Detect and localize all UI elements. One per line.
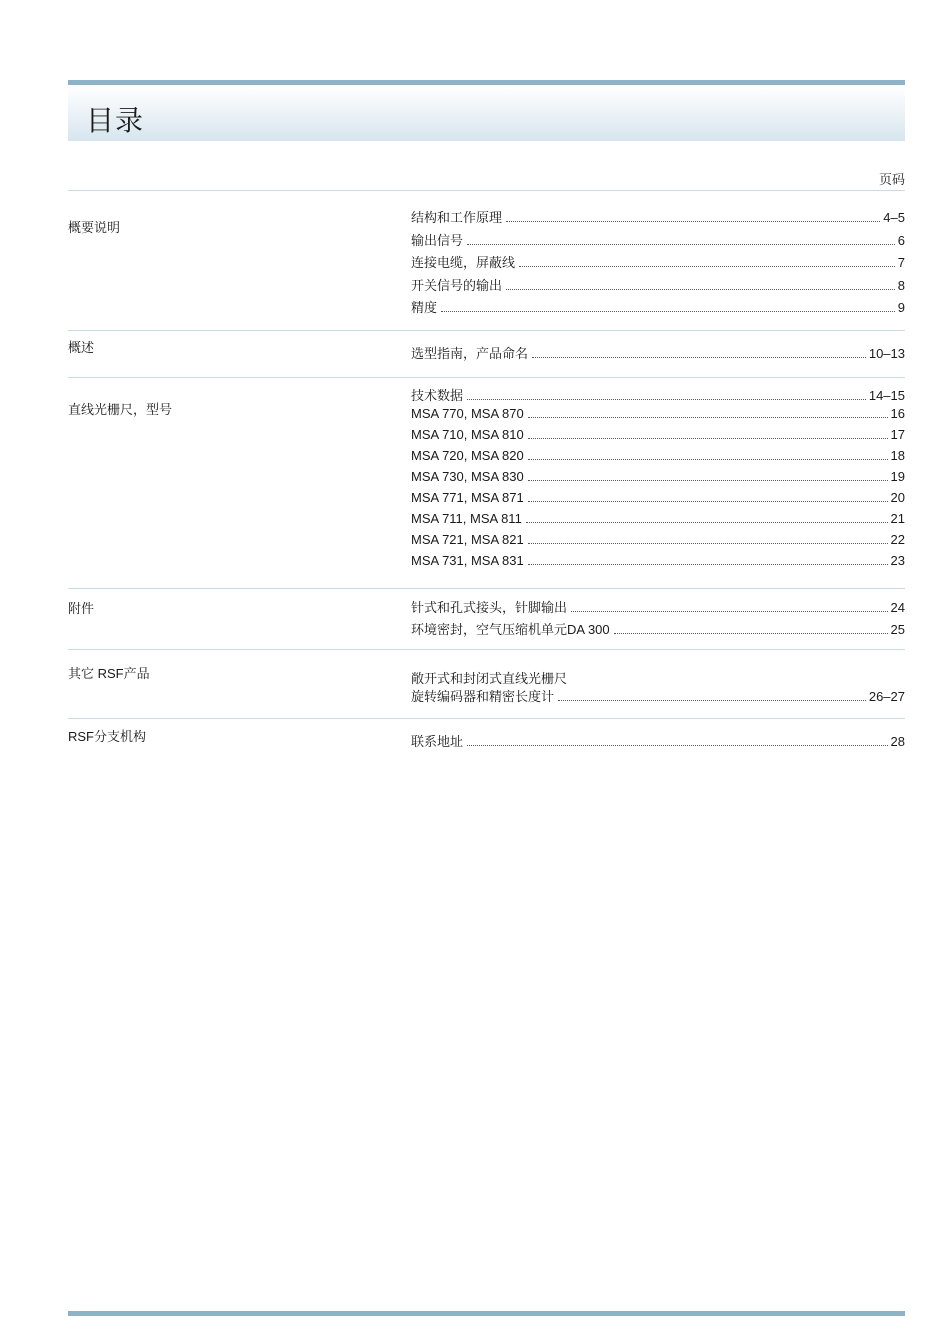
toc-entry-page: 26–27 — [868, 689, 905, 704]
dot-leader — [528, 543, 888, 544]
toc-entry-page: 19 — [890, 469, 905, 484]
toc-entry[interactable] — [411, 342, 905, 362]
toc-entry-label: MSA 731, MSA 831 — [411, 553, 524, 568]
dot-leader — [467, 745, 888, 746]
toc-entry[interactable] — [411, 296, 905, 316]
toc-entry-page: 6 — [897, 233, 905, 248]
toc-entry-page: 24 — [890, 600, 905, 615]
dot-leader — [528, 564, 888, 565]
dot-leader — [526, 522, 888, 523]
dot-leader — [528, 501, 888, 502]
toc-entry-page: 17 — [890, 427, 905, 442]
toc-entry-label: 输出信号 — [411, 233, 464, 248]
divider — [68, 330, 905, 331]
toc-entry-label: MSA 711, MSA 811 — [411, 511, 522, 526]
toc-entry[interactable] — [411, 402, 905, 422]
toc-entry[interactable] — [411, 229, 905, 249]
dot-leader — [519, 266, 895, 267]
toc-entry-page: 7 — [897, 255, 905, 270]
toc-entry[interactable] — [411, 423, 905, 443]
toc-entry-page: 22 — [890, 532, 905, 547]
dot-leader — [558, 700, 866, 701]
toc-entry-label: MSA 720, MSA 820 — [411, 448, 524, 463]
toc-entry-page: 28 — [890, 734, 905, 749]
dot-leader — [506, 221, 880, 222]
toc-entry[interactable] — [411, 730, 905, 750]
toc-entry[interactable] — [411, 528, 905, 548]
toc-entry[interactable] — [411, 486, 905, 506]
dot-leader — [528, 438, 888, 439]
toc-entry[interactable] — [411, 465, 905, 485]
toc-entry[interactable] — [411, 685, 905, 705]
toc-entry-label: 技术数据 — [411, 388, 464, 403]
toc-entry-page: 14–15 — [868, 388, 905, 403]
dot-leader — [528, 417, 888, 418]
section-title: 直线光栅尺，型号 — [68, 402, 173, 417]
toc-entry-page: 16 — [890, 406, 905, 421]
dot-leader — [571, 611, 888, 612]
toc-entry-page: 8 — [897, 278, 905, 293]
toc-entry-label: 针式和孔式接头，针脚输出 — [411, 600, 568, 615]
title-banner — [68, 85, 905, 141]
page-column-label: 页码 — [878, 172, 905, 187]
divider — [68, 377, 905, 378]
toc-entry[interactable] — [411, 251, 905, 271]
toc-entry[interactable] — [411, 206, 905, 226]
section-title: 概述 — [68, 340, 95, 355]
toc-entry-label: MSA 771, MSA 871 — [411, 490, 524, 505]
divider — [68, 649, 905, 650]
toc-entry-label: 敞开式和封闭式直线光栅尺 — [411, 671, 568, 686]
toc-entry-label: 环境密封，空气压缩机单元DA 300 — [411, 622, 610, 637]
toc-entry-page: 10–13 — [868, 346, 905, 361]
toc-entry-page: 20 — [890, 490, 905, 505]
toc-entry[interactable] — [411, 507, 905, 527]
divider — [68, 190, 905, 191]
toc-entry-label: 精度 — [411, 300, 438, 315]
toc-entry-label: 联系地址 — [411, 734, 464, 749]
dot-leader — [532, 357, 866, 358]
toc-entry-label: MSA 730, MSA 830 — [411, 469, 524, 484]
divider — [68, 588, 905, 589]
toc-entry[interactable] — [411, 549, 905, 569]
toc-entry[interactable] — [411, 596, 905, 616]
toc-entry[interactable] — [411, 618, 905, 638]
section-title: 概要说明 — [68, 220, 121, 235]
toc-entry-label: MSA 770, MSA 870 — [411, 406, 524, 421]
dot-leader — [528, 459, 888, 460]
dot-leader — [467, 244, 895, 245]
divider — [68, 718, 905, 719]
toc-entry-page: 4–5 — [883, 210, 905, 225]
toc-entry-label: 选型指南，产品命名 — [411, 346, 529, 361]
toc-entry[interactable] — [411, 384, 905, 404]
bottom-accent-rule — [68, 1311, 905, 1316]
dot-leader — [528, 480, 888, 481]
toc-entry-page: 23 — [890, 553, 905, 568]
page-title: 目录 — [86, 105, 145, 136]
toc-entry-label: MSA 710, MSA 810 — [411, 427, 524, 442]
dot-leader — [614, 633, 888, 634]
dot-leader — [506, 289, 895, 290]
section-title: RSF分支机构 — [68, 729, 147, 744]
dot-leader — [441, 311, 895, 312]
toc-entry-page: 18 — [890, 448, 905, 463]
toc-entry-label: 连接电缆，屏蔽线 — [411, 255, 516, 270]
toc-entry[interactable] — [411, 444, 905, 464]
toc-entry-page: 21 — [890, 511, 905, 526]
section-title: 附件 — [68, 601, 95, 616]
toc-entry-label: 开关信号的输出 — [411, 278, 503, 293]
toc-entry-page: 25 — [890, 622, 905, 637]
section-title: 其它 RSF产品 — [68, 666, 150, 681]
toc-entry[interactable] — [411, 667, 905, 687]
toc-entry[interactable] — [411, 274, 905, 294]
toc-entry-label: 旋转编码器和精密长度计 — [411, 689, 555, 704]
toc-entry-label: 结构和工作原理 — [411, 210, 503, 225]
toc-entry-page: 9 — [897, 300, 905, 315]
toc-entry-label: MSA 721, MSA 821 — [411, 532, 524, 547]
dot-leader — [467, 399, 866, 400]
